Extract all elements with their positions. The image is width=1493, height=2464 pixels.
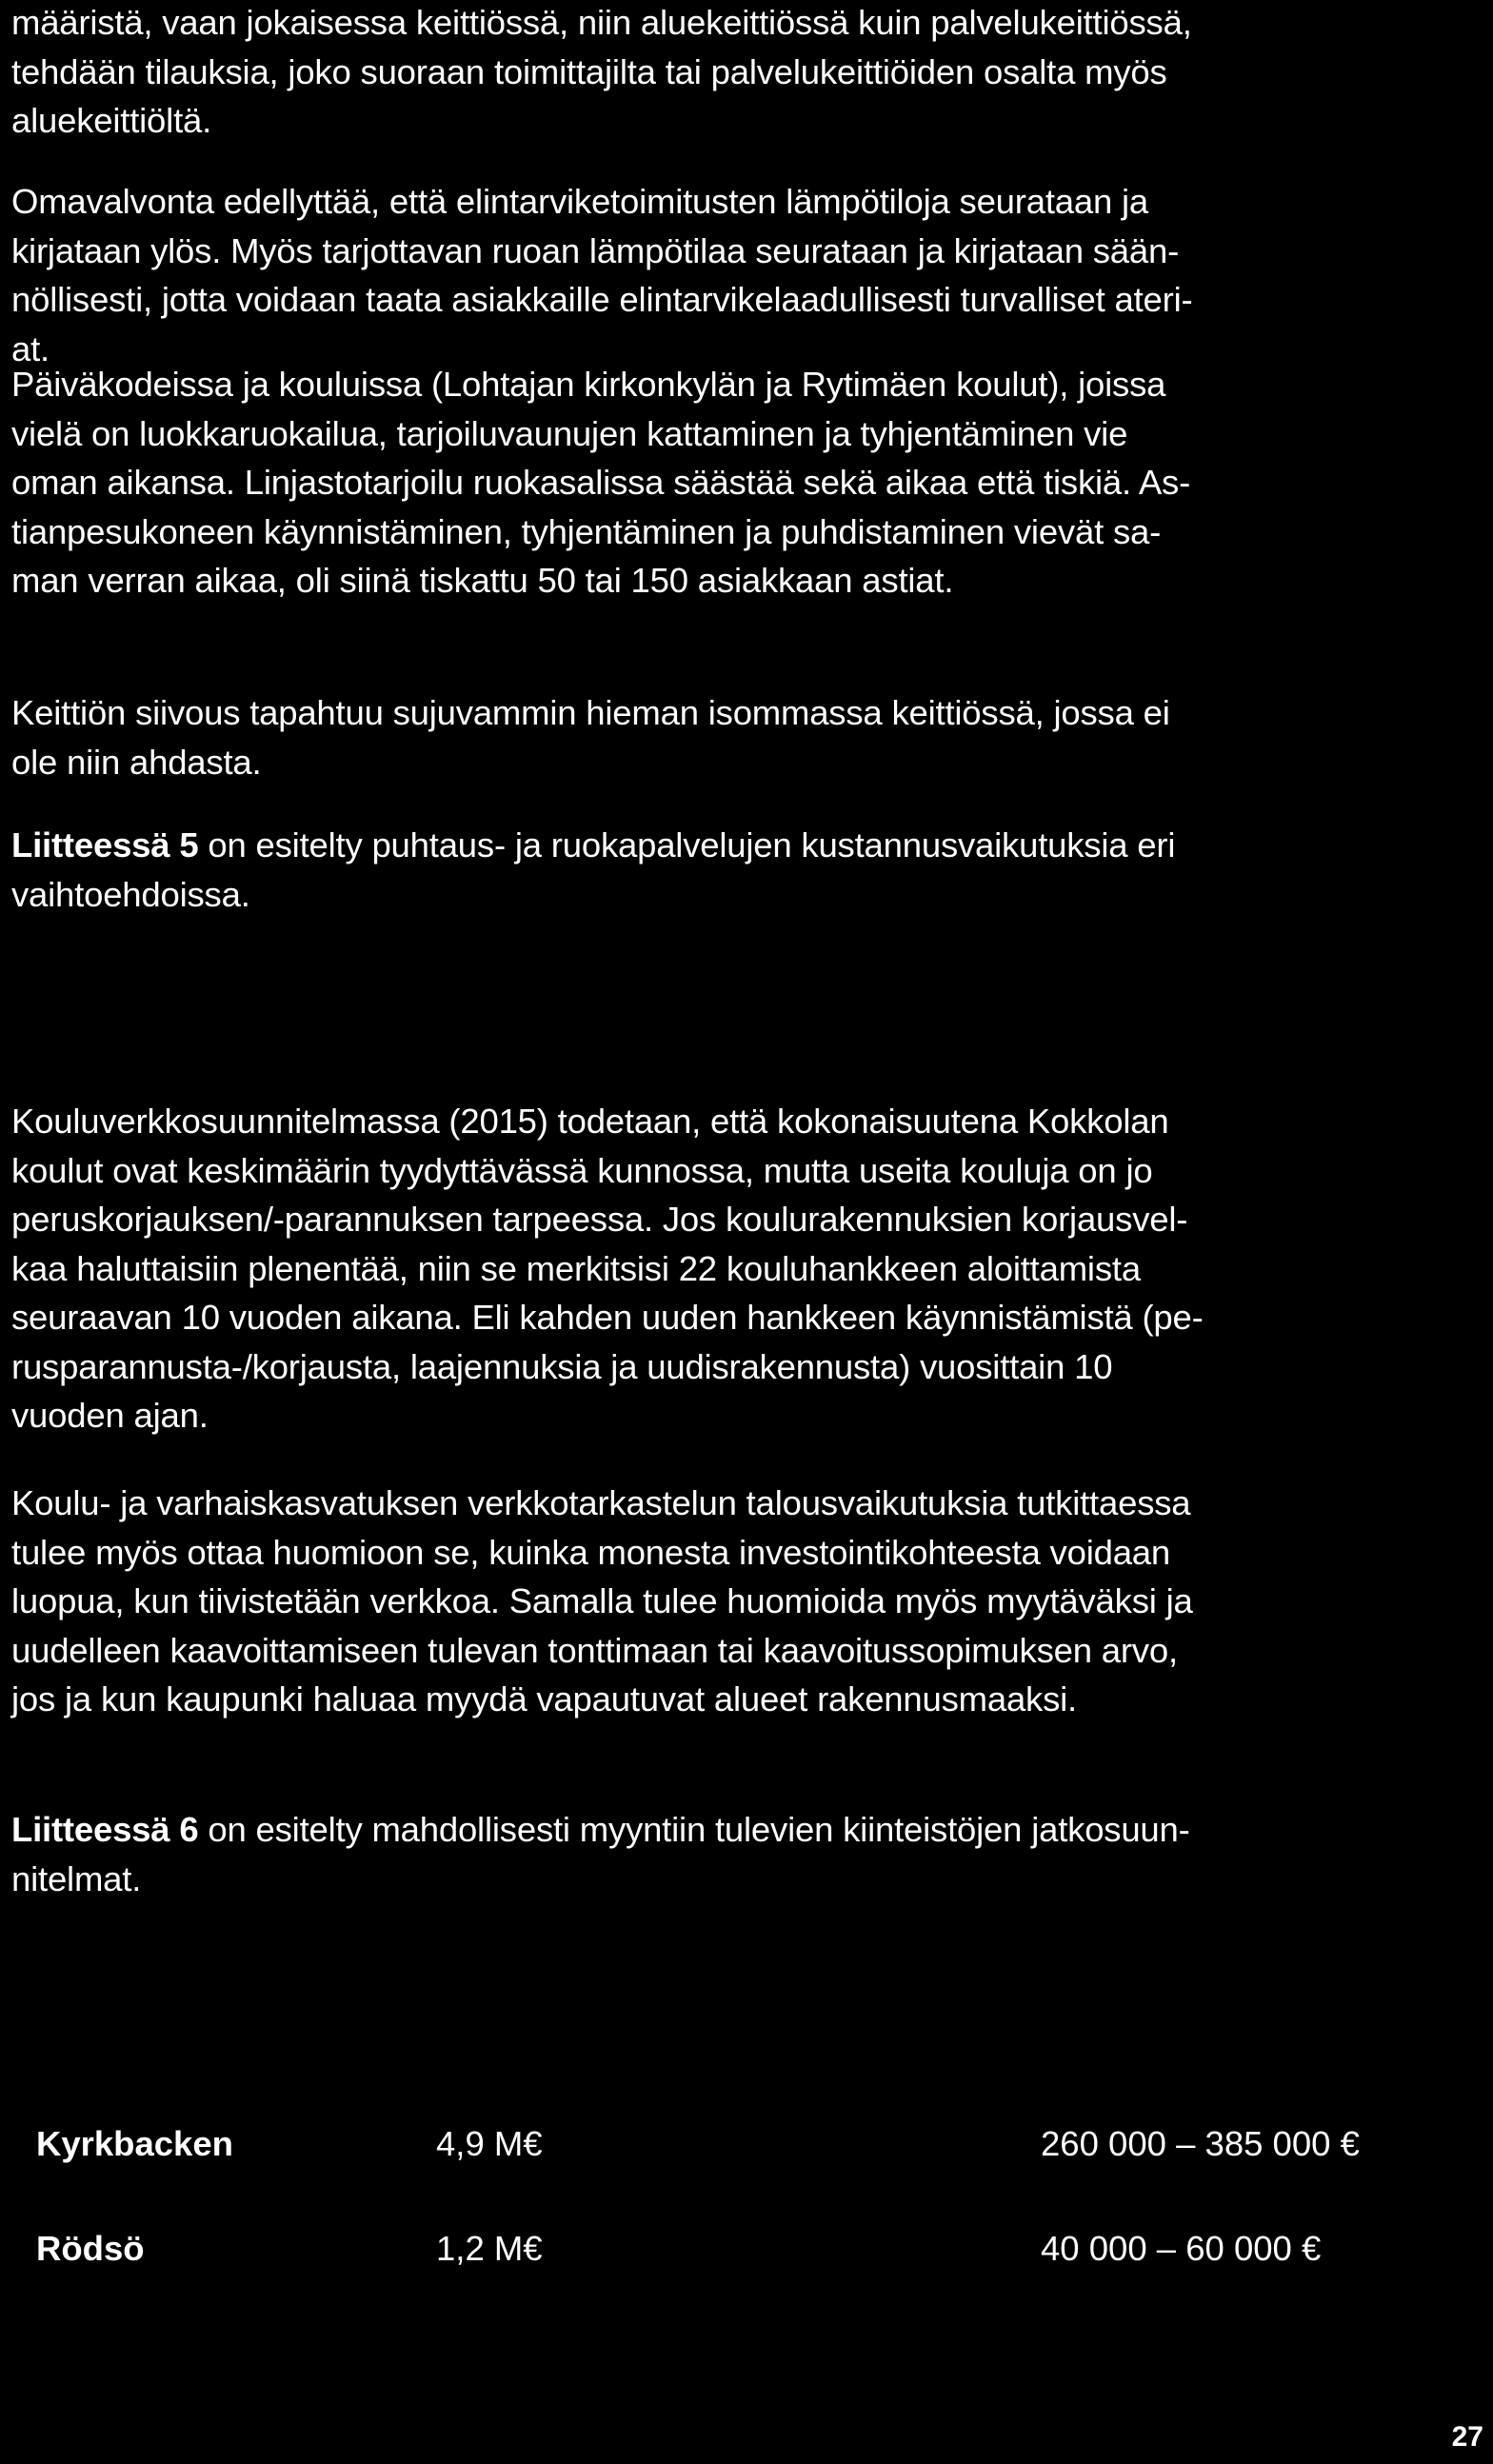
property-name: Kyrkbacken [36,2124,233,2163]
paragraph-kitchen-orders: määristä, vaan jokaisessa keittiössä, niin aluekeittiössä kuin palvelukeittiössä, tehdään tilauksia, joko suoraan toimittajilta tai palvelukeittiöiden osalta myös aluekeittiöltä. [11,3,1192,140]
page-number: 27 [1451,2421,1483,2453]
paragraph-school-network-plan: Kouluverkkosuunnitelmassa (2015) todetaan, että kokonaisuutena Kokkolan koulut ovat keskimäärin tyydyttävässä kunnossa, mutta useita kouluja on jo peruskorjauksen/-parannuksen tarpeessa. Jos koulurakennuksien korjausvel- kaa haluttaisiin plenentää, niin se merkitsisi 22 kouluhankkeen aloittamista seuraavan 10 vuoden aikana. Eli kahden uuden hankkeen käynnistämistä (pe- rusparannusta-/korjausta, laajennuksia ja uudisrakennusta) vuosittain 10 vuoden ajan. [11,1102,1204,1435]
paragraph-class-dining: Päiväkodeissa ja kouluissa (Lohtajan kirkonkylän ja Rytimäen koulut), joissa vielä on luokkaruokailua, tarjoiluvaunujen kattaminen ja tyhjentäminen vie oman aikansa. Linjastotarjoilu ruokasalissa säästää sekä aikaa että tiskiä. As- tianpesukoneen käynnistäminen, tyhjentäminen ja puhdistaminen vievät sa- man verran aikaa, oli siinä tiskattu 50 tai 150 asiakkaan astiat. [11,365,1191,600]
appendix-6-text: on esitelty mahdollisesti myyntiin tulevien kiinteistöjen jatkosuun- nitelmat. [11,1810,1190,1898]
property-value-range: 260 000 – 385 000 € [1041,2124,1360,2163]
paragraph-kitchen-cleaning: Keittiön siivous tapahtuu sujuvammin hieman isommassa keittiössä, jossa ei ole niin ahdasta. [11,693,1170,782]
appendix-6-reference: Liitteessä 6 [11,1810,199,1849]
property-cost: 4,9 M€ [436,2124,543,2163]
paragraph-appendix-6 [11,1805,1473,1903]
summary-row-kyrkbacken [0,2119,1493,2176]
appendix-5-text: on esitelty puhtaus- ja ruokapalvelujen kustannusvaikutuksia eri vaihtoehdoissa. [11,825,1176,914]
paragraph-appendix-5 [11,821,1473,919]
property-name: Rödsö [36,2229,145,2268]
property-value-range: 40 000 – 60 000 € [1041,2229,1322,2268]
paragraph-self-monitoring: Omavalvonta edellyttää, että elintarviketoimitusten lämpötiloja seurataan ja kirjataan ylös. Myös tarjottavan ruoan lämpötilaa seurataan ja kirjataan sään- nöllisesti, jotta voidaan taata asiakkaille elintarvikelaadullisesti turvalliset ateri- at. [11,182,1193,368]
property-cost: 1,2 M€ [436,2229,543,2268]
summary-row-rodso [0,2224,1493,2281]
paragraph-economic-effects: Koulu- ja varhaiskasvatuksen verkkotarkastelun talousvaikutuksia tutkittaessa tulee myös ottaa huomioon se, kuinka monesta investointikohteesta voidaan luopua, kun tiivistetään verkkoa. Samalla tulee huomioida myös myytäväksi ja uudelleen kaavoittamiseen tulevan tonttimaan tai kaavoitussopimuksen arvo, jos ja kun kaupunki haluaa myydä vapautuvat alueet rakennusmaaksi. [11,1483,1193,1719]
appendix-5-reference: Liitteessä 5 [11,825,199,864]
